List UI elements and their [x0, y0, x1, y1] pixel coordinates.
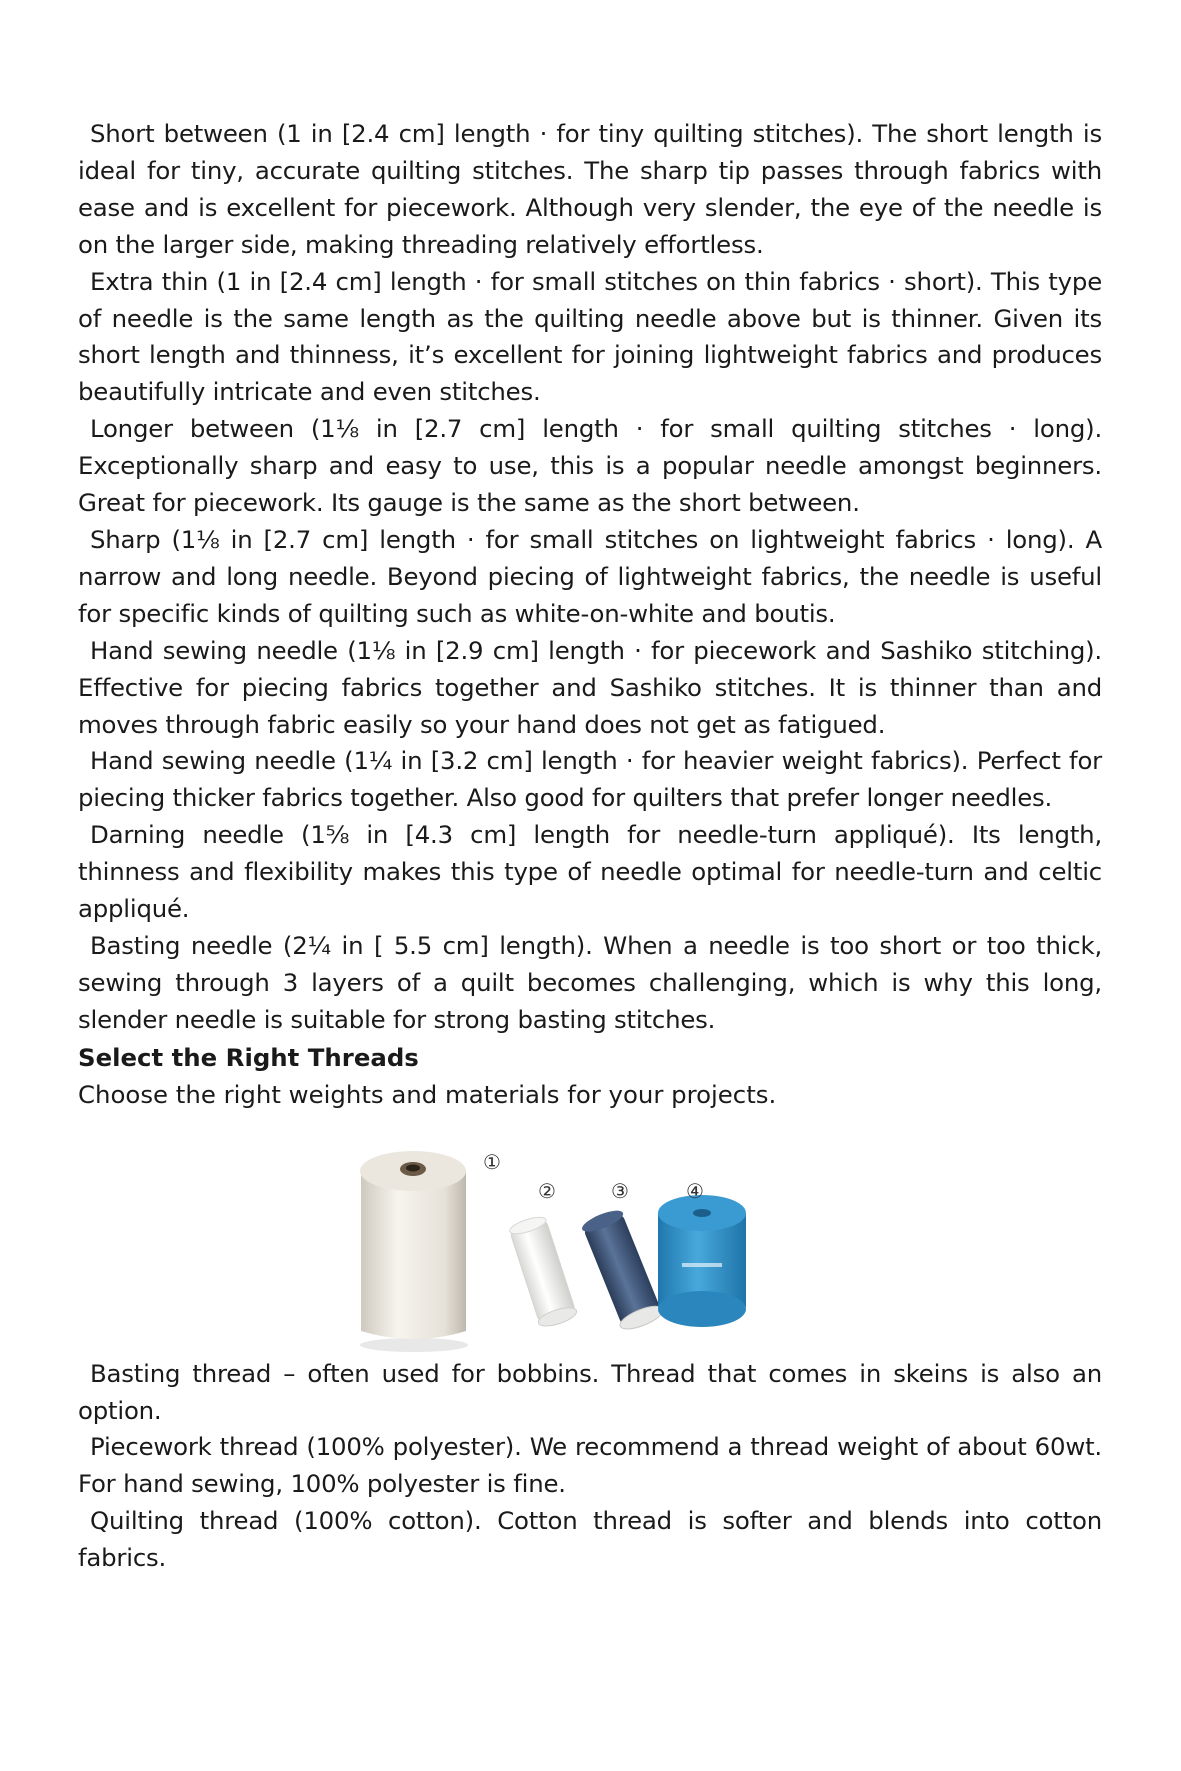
thread-piecework: Piecework thread (100% polyester). We recommend a thread weight of about 60wt. For hand sewing, 100% polyester is fine. — [78, 1432, 1102, 1499]
threads-heading: Select the Right Threads — [78, 1042, 419, 1072]
page-content — [78, 116, 1102, 1577]
spool-label-3: ③ — [611, 1178, 629, 1203]
spool-label-2: ② — [538, 1178, 556, 1203]
needle-extra-thin: Extra thin (1 in [2.4 cm] length · for small stitches on thin fabrics · short). This type of needle is the same length as the quilting needle above but is thinner. Given its short length and thinness, it’s excellent for joining lightweight fabrics and produces beautifully intricate and even stitches. — [78, 266, 1102, 407]
spool-label-4: ④ — [686, 1178, 704, 1203]
needle-sharp: Sharp (1⅛ in [2.7 cm] length · for small stitches on lightweight fabrics · long). A narrow and long needle. Beyond piecing of lightweight fabrics, the needle is useful for specific kinds of quilting such as white-on-white and boutis. — [78, 524, 1102, 628]
needle-short-between: Short between (1 in [2.4 cm] length · for tiny quilting stitches). The short length is ideal for tiny, accurate quilting stitches. The sharp tip passes through fabrics with ease and is excellent for piecework. Although very slender, the eye of the needle is on the larger side, making threading relatively effortless. — [78, 119, 1102, 259]
spool-label-1: ① — [483, 1149, 501, 1174]
thread-basting: Basting thread – often used for bobbins. Thread that comes in skeins is also an option. — [78, 1358, 1102, 1425]
spool-3 — [579, 1206, 666, 1334]
thread-spools-figure — [78, 1131, 1102, 1356]
spool-2 — [507, 1213, 579, 1329]
spool-4 — [658, 1195, 746, 1327]
spool-1 — [360, 1151, 468, 1352]
threads-intro: Choose the right weights and materials for your projects. — [78, 1079, 777, 1109]
needle-hand-sewing-2: Hand sewing needle (1¼ in [3.2 cm] length · for heavier weight fabrics). Perfect for piecing thicker fabrics together. Also good for quilters that prefer longer needles. — [78, 746, 1102, 813]
thread-quilting: Quilting thread (100% cotton). Cotton thread is softer and blends into cotton fabrics. — [78, 1506, 1102, 1573]
needle-longer-between: Longer between (1⅛ in [2.7 cm] length · for small quilting stitches · long). Exceptionally sharp and easy to use, this is a popular needle amongst beginners. Great for piecework. Its gauge is the same as the short between. — [78, 414, 1102, 518]
needle-basting: Basting needle (2¼ in [ 5.5 cm] length). When a needle is too short or too thick, sewing through 3 layers of a quilt becomes challenging, which is why this long, slender needle is suitable for strong basting stitches. — [78, 930, 1102, 1034]
needle-hand-sewing-1: Hand sewing needle (1⅛ in [2.9 cm] length · for piecework and Sashiko stitching). Effective for piecing fabrics together and Sashiko stitches. It is thinner than and moves through fabric easily so your hand does not get as fatigued. — [78, 635, 1102, 739]
thread-spools-image — [78, 1131, 1102, 1356]
needle-darning: Darning needle (1⅝ in [4.3 cm] length for needle-turn appliqué). Its length, thinness and flexibility makes this type of needle optimal for needle-turn and celtic appliqué. — [78, 820, 1102, 924]
